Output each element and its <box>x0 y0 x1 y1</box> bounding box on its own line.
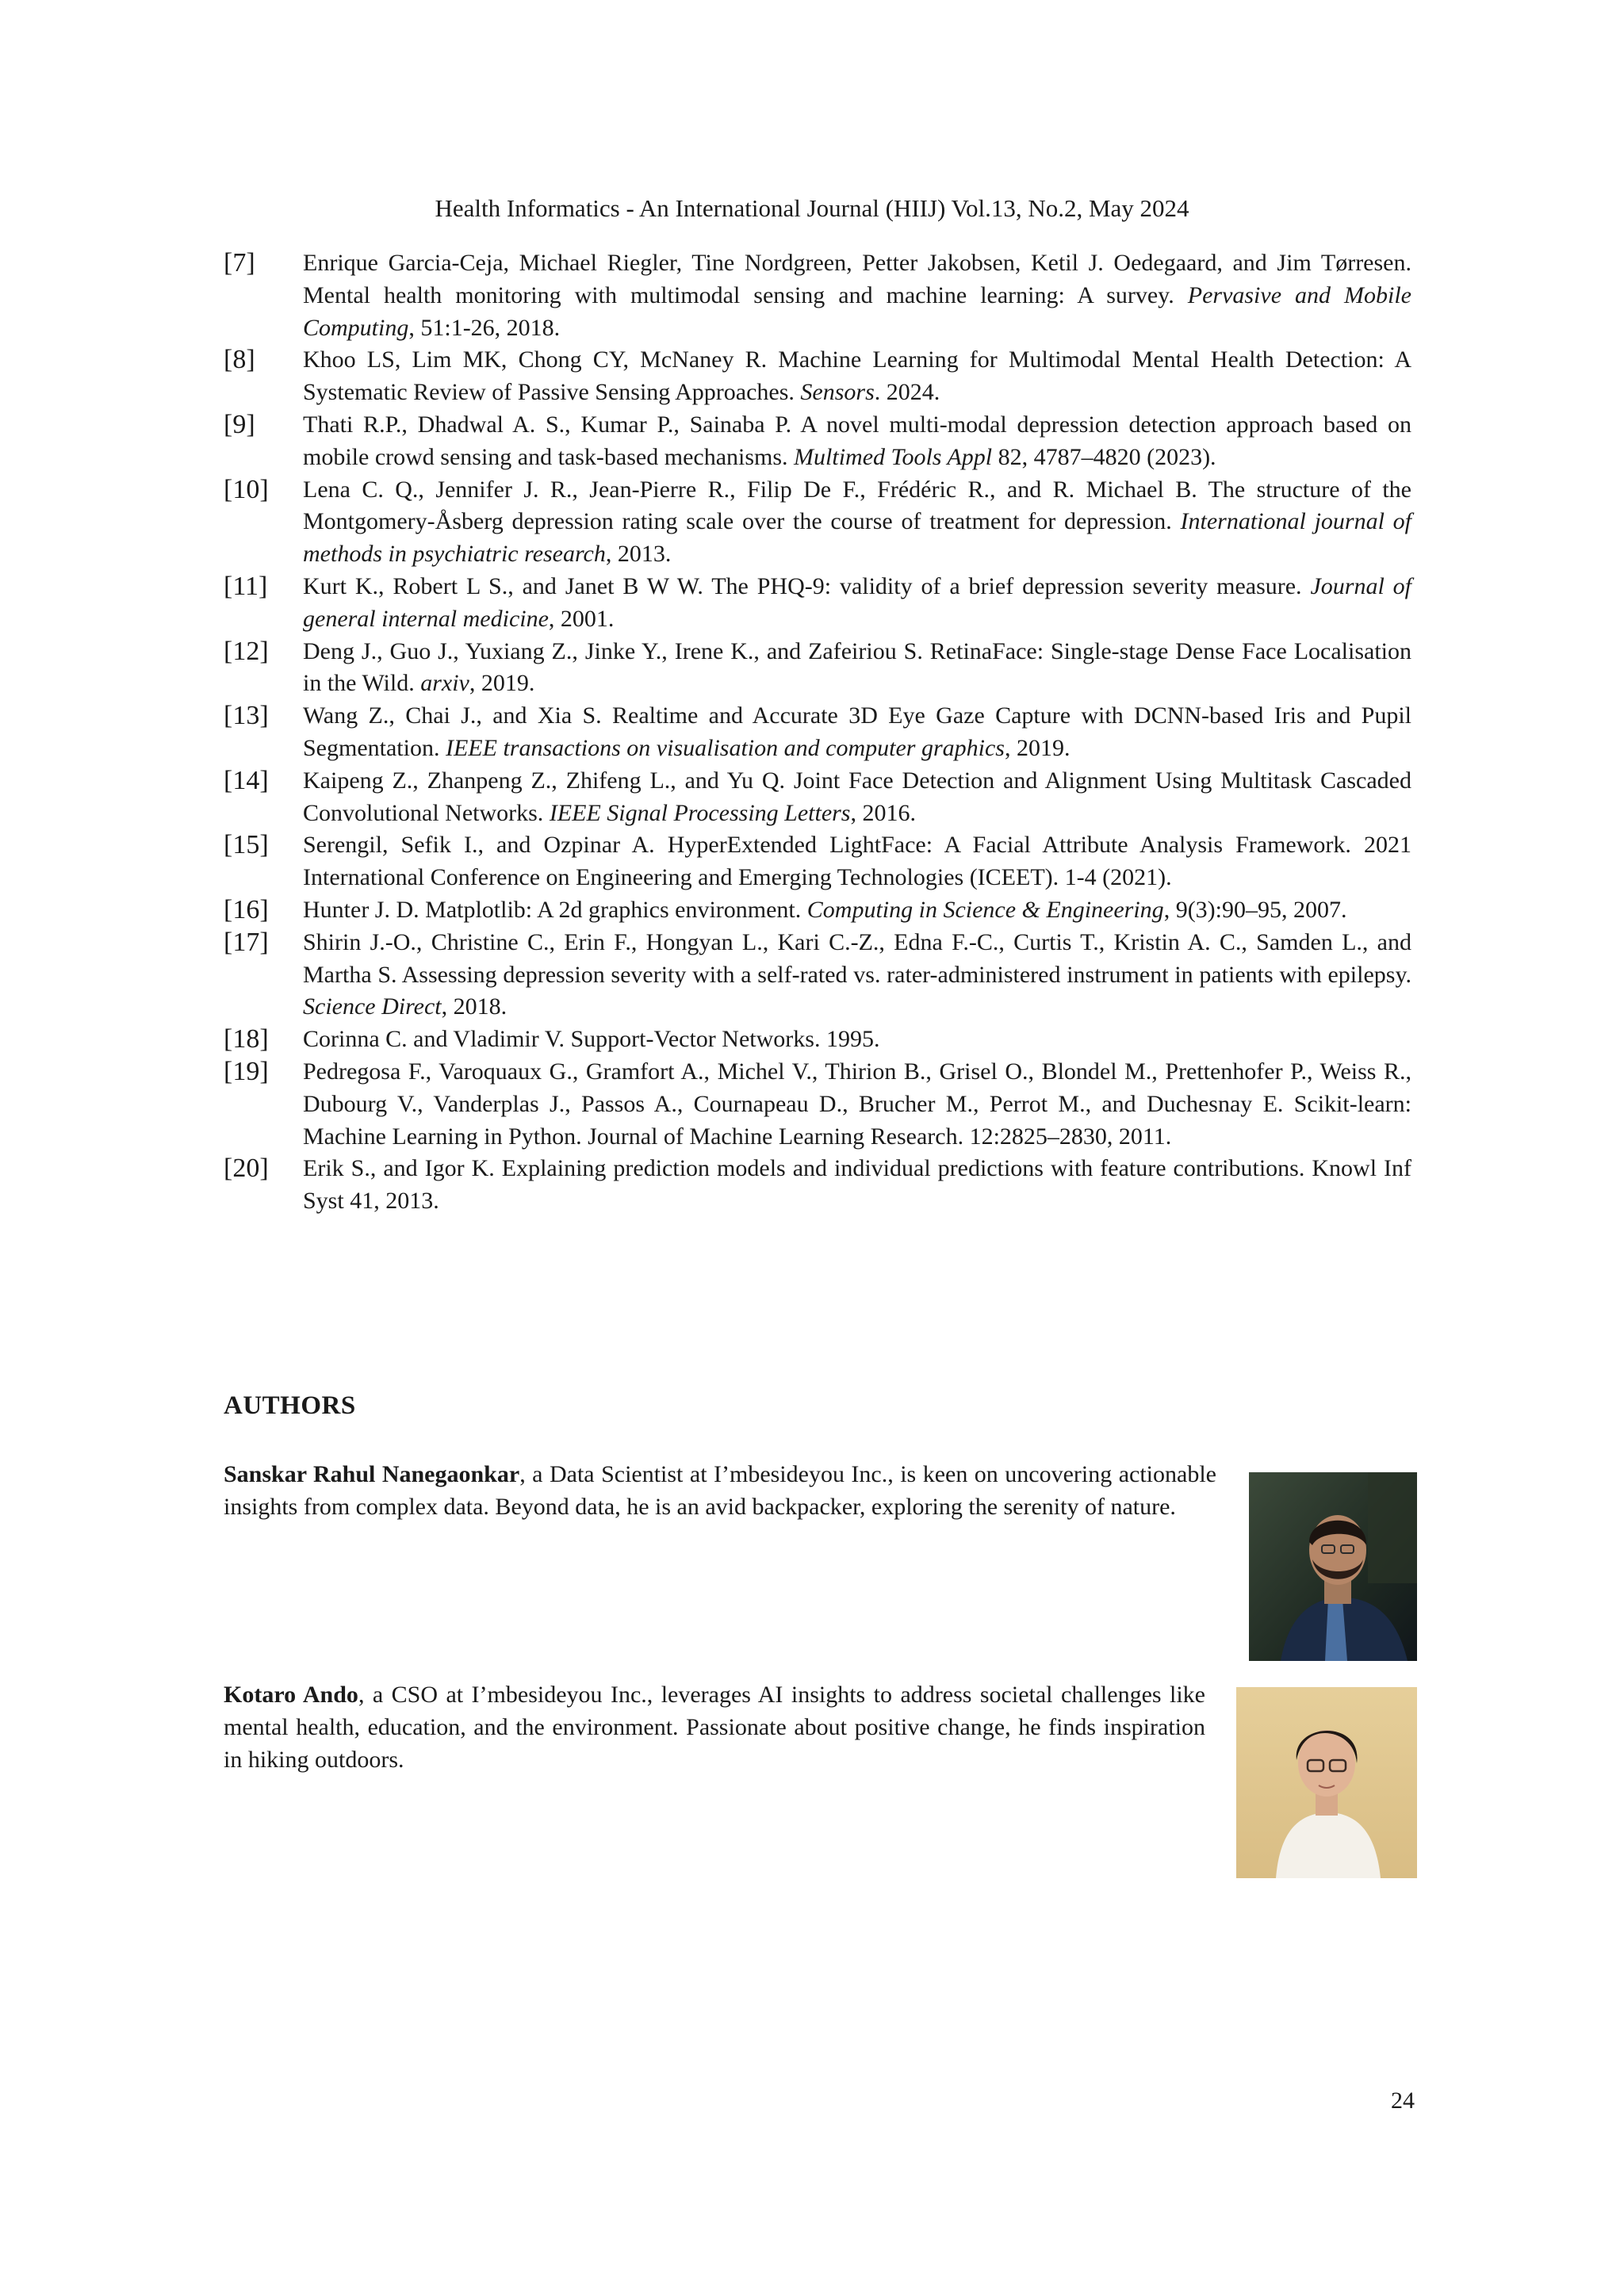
page-number: 24 <box>1391 2087 1415 2114</box>
reference-text <box>303 929 1411 1020</box>
reference-text <box>303 573 1411 632</box>
reference-text <box>303 1026 879 1052</box>
reference-text <box>303 638 1411 697</box>
reference-number: [10] <box>224 474 269 504</box>
reference-venue: Science Direct <box>303 993 442 1020</box>
reference-segment: Kurt K., Robert L S., and Janet B W W. The PHQ-9: validity of a brief depression severity measure. <box>303 572 1311 599</box>
reference-text <box>303 702 1411 761</box>
author-bio-text: , a Data Scientist at I’mbesideyou Inc., is keen on uncovering actionable insights from complex data. Beyond data, he is an avid backpacker, exploring the serenity of nature. <box>224 1461 1216 1520</box>
reference-item <box>224 636 1411 701</box>
reference-segment: Wang Z., Chai J., and Xia S. Realtime and Accurate 3D Eye Gaze Capture with DCNN-based Iris and Pupil Segmentation. <box>303 702 1411 761</box>
reference-number: [14] <box>224 765 269 795</box>
reference-text <box>303 1058 1411 1150</box>
reference-segment: Serengil, Sefik I., and Ozpinar A. HyperExtended LightFace: A Facial Attribute Analysis Framework. 2021 International Conference on Engineering and Emerging Technologies (ICEET). 1-4 (2021). <box>303 832 1411 891</box>
reference-venue: Sensors <box>800 379 875 406</box>
reference-item <box>224 1056 1411 1153</box>
reference-text <box>303 346 1411 405</box>
author-photo-image <box>1236 1687 1417 1878</box>
reference-item <box>224 571 1411 636</box>
reference-number: [9] <box>224 409 255 439</box>
reference-segment: , 9(3):90–95, 2007. <box>1163 896 1347 923</box>
reference-segment: Pedregosa F., Varoquaux G., Gramfort A., Michel V., Thirion B., Grisel O., Blondel M., Prettenhofer P., Weiss R., Dubourg V., Vanderplas J., Passos A., Cournapeau D., Brucher M., Perrot M., and Duchesnay E. Scikit-learn: Machine Learning in Python. Journal of Machine Learning Research. 12:2825–2830, 2011. <box>303 1058 1411 1150</box>
reference-segment: , 51:1-26, 2018. <box>408 314 561 341</box>
reference-segment: , 2019. <box>1004 734 1071 761</box>
author-name: Kotaro Ando <box>224 1682 358 1708</box>
reference-segment: , 2001. <box>548 605 615 632</box>
reference-segment: Kaipeng Z., Zhanpeng Z., Zhifeng L., and Yu Q. Joint Face Detection and Alignment Using Multitask Cascaded Convolutional Networks. <box>303 767 1411 826</box>
author-bio-1 <box>224 1459 1216 1524</box>
reference-venue: Computing in Science & Engineering <box>806 896 1164 923</box>
reference-segment: , 2019. <box>469 670 535 697</box>
author-bio-2 <box>224 1679 1205 1776</box>
authors-heading: AUTHORS <box>224 1391 356 1420</box>
reference-item <box>224 1024 1411 1056</box>
reference-segment: , 2016. <box>850 799 916 826</box>
reference-number: [8] <box>224 345 255 375</box>
reference-number: [17] <box>224 927 269 957</box>
author-name: Sanskar Rahul Nanegaonkar <box>224 1461 520 1487</box>
reference-item <box>224 1153 1411 1218</box>
reference-item <box>224 409 1411 474</box>
reference-segment: Khoo LS, Lim MK, Chong CY, McNaney R. Machine Learning for Multimodal Mental Health Detection: A Systematic Review of Passive Sensing Approaches. <box>303 346 1411 406</box>
reference-number: [7] <box>224 248 255 277</box>
reference-number: [20] <box>224 1154 269 1184</box>
reference-segment: Shirin J.-O., Christine C., Erin F., Hongyan L., Kari C.-Z., Edna F.-C., Curtis T., Kristin A. C., Samden L., and Martha S. Assessing depression severity with a self-rated vs. rater-administered instrument in patients with epilepsy. <box>303 928 1411 988</box>
author-photo-2 <box>1236 1687 1417 1878</box>
reference-venue: IEEE Signal Processing Letters <box>549 799 851 826</box>
reference-text <box>303 476 1411 568</box>
reference-segment: Thati R.P., Dhadwal A. S., Kumar P., Sainaba P. A novel multi-modal depression detection approach based on mobile crowd sensing and task-based mechanisms. <box>303 411 1411 470</box>
reference-segment: Enrique Garcia-Ceja, Michael Riegler, Tine Nordgreen, Petter Jakobsen, Ketil J. Oedegaard, and Jim Tørresen. Mental health monitoring with multimodal sensing and machine learning: A survey. <box>303 250 1411 308</box>
reference-list <box>224 247 1411 1218</box>
reference-item <box>224 894 1411 927</box>
reference-number: [13] <box>224 701 269 731</box>
reference-item <box>224 344 1411 409</box>
reference-text <box>303 767 1411 826</box>
reference-item <box>224 474 1411 571</box>
reference-text <box>303 897 1347 923</box>
reference-segment: , 2018. <box>441 993 508 1020</box>
reference-item <box>224 927 1411 1024</box>
reference-venue: International journal of methods in psychiatric research <box>303 508 1411 568</box>
reference-item <box>224 700 1411 765</box>
reference-venue: arxiv <box>420 670 469 697</box>
reference-text <box>303 411 1411 470</box>
reference-segment: Corinna C. and Vladimir V. Support-Vector Networks. 1995. <box>303 1026 880 1053</box>
reference-text <box>303 250 1411 341</box>
reference-segment: Hunter J. D. Matplotlib: A 2d graphics environment. <box>303 896 807 923</box>
reference-venue: IEEE transactions on visualisation and computer graphics <box>445 734 1005 761</box>
reference-segment: Lena C. Q., Jennifer J. R., Jean-Pierre R., Filip De F., Frédéric R., and R. Michael B. The structure of the Montgomery-Åsberg depression rating scale over the course of treatment for depression. <box>303 476 1411 535</box>
reference-number: [15] <box>224 830 269 860</box>
reference-item <box>224 765 1411 830</box>
reference-venue: Pervasive and Mobile Computing <box>303 281 1412 341</box>
reference-segment: , 2013. <box>605 541 672 568</box>
reference-segment: . 2024. <box>874 379 940 406</box>
reference-number: [18] <box>224 1024 269 1054</box>
reference-venue: Multimed Tools Appl <box>794 443 993 470</box>
reference-item <box>224 829 1411 894</box>
running-header: Health Informatics - An International Journal (HIIJ) Vol.13, No.2, May 2024 <box>435 194 1189 222</box>
reference-number: [12] <box>224 636 269 666</box>
author-photo-1 <box>1249 1472 1417 1661</box>
reference-segment: Deng J., Guo J., Yuxiang Z., Jinke Y., Irene K., and Zafeiriou S. RetinaFace: Single-stage Dense Face Localisation in the Wild. <box>303 637 1411 697</box>
reference-text <box>303 1155 1411 1214</box>
reference-segment: Erik S., and Igor K. Explaining prediction models and individual predictions with feature contributions. Knowl Inf Syst 41, 2013. <box>303 1155 1411 1215</box>
reference-number: [16] <box>224 894 269 924</box>
reference-item <box>224 247 1411 344</box>
reference-segment: 82, 4787–4820 (2023). <box>992 443 1216 470</box>
author-photo-image <box>1249 1472 1417 1661</box>
reference-number: [19] <box>224 1056 269 1086</box>
reference-text <box>303 832 1411 890</box>
reference-number: [11] <box>224 571 268 601</box>
author-bio-text: , a CSO at I’mbesideyou Inc., leverages AI insights to address societal challenges like mental health, education, and the environment. Passionate about positive change, he finds inspiration in hiking outdoors. <box>224 1682 1205 1773</box>
reference-venue: Journal of general internal medicine <box>303 572 1411 632</box>
